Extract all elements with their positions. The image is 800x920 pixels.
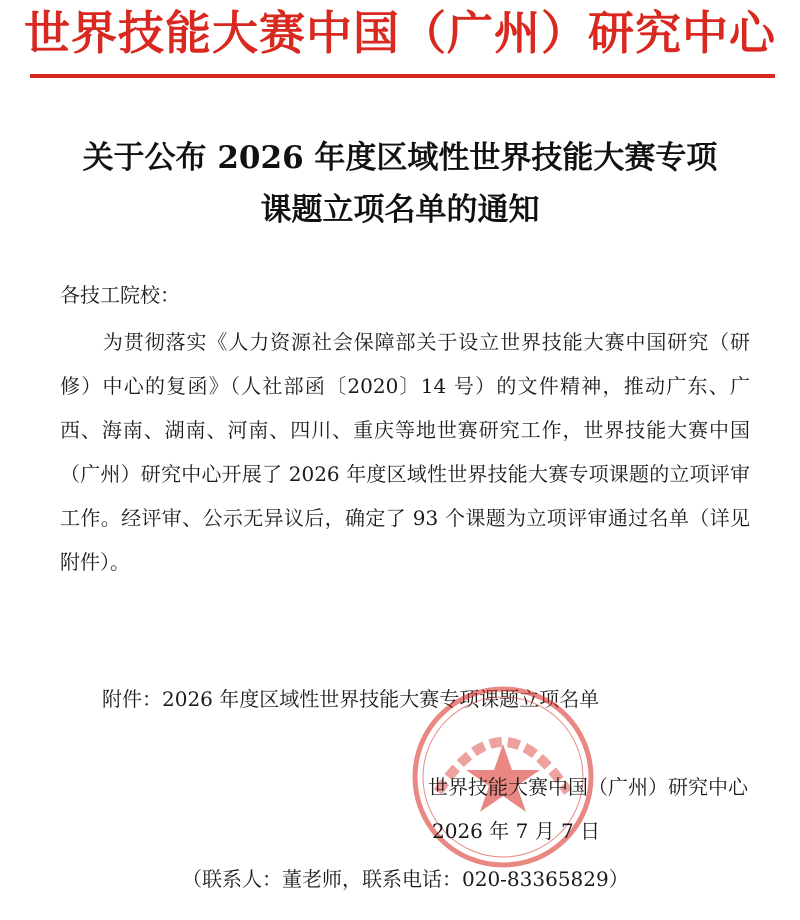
- notice-body-text: 为贯彻落实《人力资源社会保障部关于设立世界技能大赛中国研究（研修）中心的复函》（人社部函〔2020〕14 号）的文件精神，推动广东、广西、海南、湖南、河南、四川、重庆等地世赛研究工作，世界技能大赛中国（广州）研究中心开展了 2026 年度区域性世界技能大赛专项课题的立项评审工作。经评审、公示无异议后，确定了 93 个课题为立项评审通过名单（详见附件）。: [60, 330, 750, 574]
- document-title-line2: 课题立项名单的通知: [260, 192, 540, 228]
- letterhead: [0, 0, 800, 74]
- letterhead-divider: [30, 74, 775, 78]
- contact-info: （联系人：董老师，联系电话：020-83365829）: [182, 867, 629, 891]
- salutation: 各技工院校：: [60, 283, 180, 307]
- issue-date: 2026 年 7 月 7 日: [432, 819, 601, 843]
- document-title: [0, 132, 800, 236]
- document-title-line1: 关于公布 2026 年度区域性世界技能大赛专项: [82, 140, 718, 176]
- notice-body: [60, 320, 750, 584]
- letterhead-title: 世界技能大赛中国（广州）研究中心: [24, 6, 776, 60]
- attachment-line: 附件：2026 年度区域性世界技能大赛专项课题立项名单: [102, 687, 600, 711]
- issuer-signature: 世界技能大赛中国（广州）研究中心: [428, 775, 748, 799]
